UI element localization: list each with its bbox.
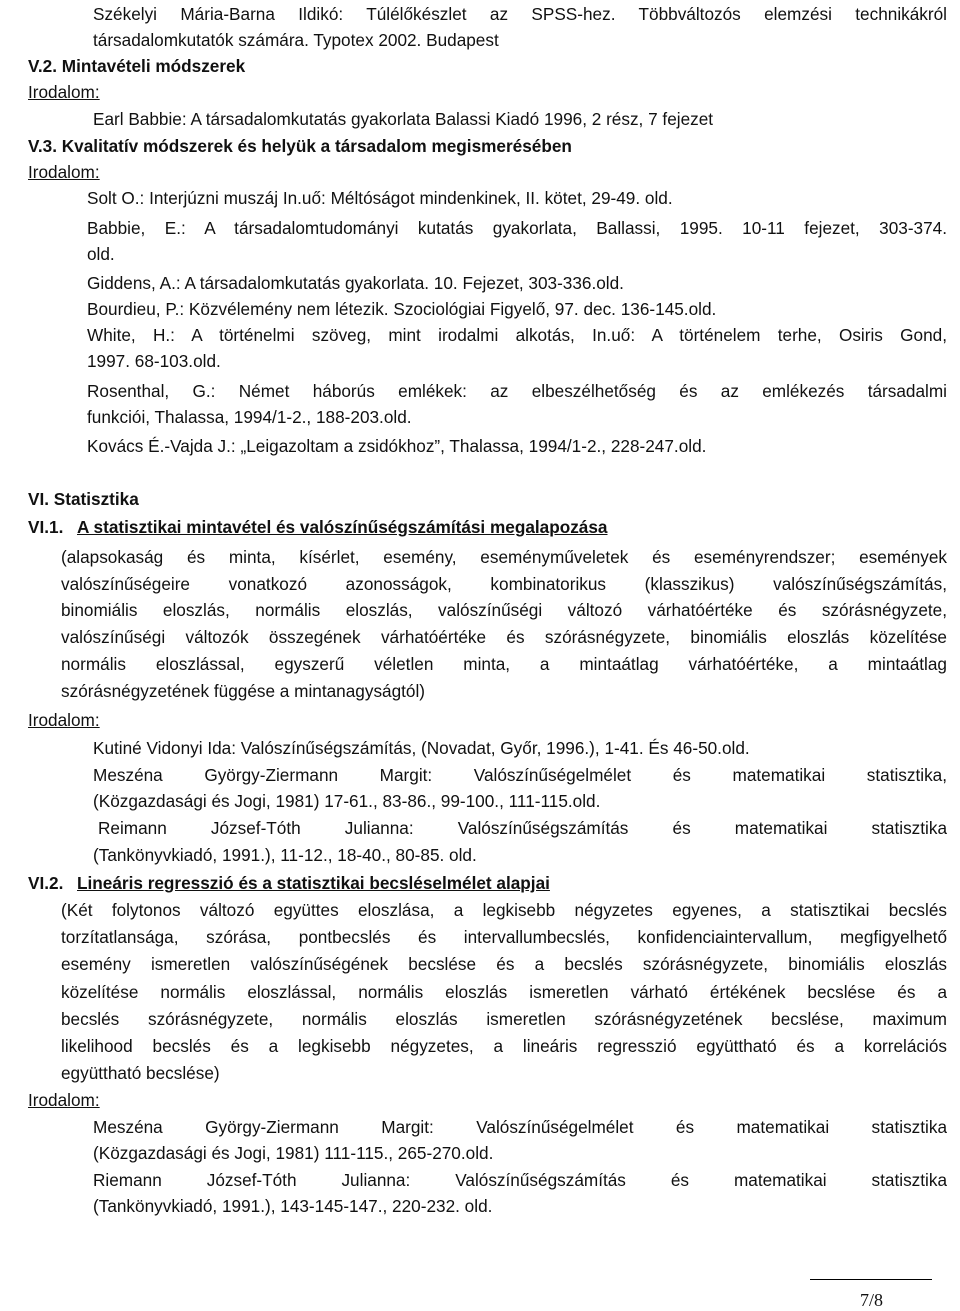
reference-line: Earl Babbie: A társadalomkutatás gyakorlata Balassi Kiadó 1996, 2 rész, 7 fejezet [93,109,714,129]
reference-line: old. [87,244,115,264]
description-line: szórásnégyzetének függése a mintanagyságtól) [61,681,426,701]
reference-line: Giddens, A.: A társadalomkutatás gyakorlata. 10. Fejezet, 303-336.old. [87,273,624,293]
reference-line: Meszéna György-Ziermann Margit: Valószínűségelmélet és matematikai statisztika [93,1117,947,1137]
description-line: valószínűségeire vonatkozó azonosságok, kombinatorikus (klasszikus) valószínűségszámítás, [61,574,947,594]
reference-line: Székelyi Mária-Barna Ildikó: Túlélőkészlet az SPSS-hez. Többváltozós elemzési technikákról [93,4,947,24]
reference-line: társadalomkutatók számára. Typotex 2002. Budapest [93,30,499,50]
reference-line: Rosenthal, G.: Német háborús emlékek: az elbeszélhetőség és az emlékezés társadalmi [87,381,947,401]
section-heading: V.2. Mintavételi módszerek [28,56,246,76]
description-line: normális eloszlással, egyszerű véletlen minta, a mintaátlag várhatóértéke, a mintaátlag [61,654,947,674]
literature-label: Irodalom: [28,710,100,730]
reference-line: Bourdieu, P.: Közvélemény nem létezik. Szociológiai Figyelő, 97. dec. 136-145.old. [87,299,717,319]
literature-label: Irodalom: [28,1090,100,1110]
literature-label: Irodalom: [28,162,100,182]
description-line: likelihood becslés és a legkisebb négyzetes, a lineáris regresszió együttható és a korrelációs [61,1036,947,1056]
description-line: együttható becslése) [61,1063,220,1083]
description-line: torzítatlansága, szórása, pontbecslés és intervallumbecslés, konfidenciaintervallum, megfigyelhető [61,927,947,947]
reference-line: Solt O.: Interjúzni muszáj In.uő: Méltóságot mindenkinek, II. kötet, 29-49. old. [87,188,673,208]
description-line: közelítése normális eloszlással, normális eloszlás ismeretlen várható értékének becslése és a [61,982,947,1002]
literature-label: Irodalom: [28,82,100,102]
reference-line: Meszéna György-Ziermann Margit: Valószínűségelmélet és matematikai statisztika, [93,765,947,785]
section-title: A statisztikai mintavétel és valószínűségszámítási megalapozása [77,517,608,537]
reference-line: Babbie, E.: A társadalomtudományi kutatás gyakorlata, Ballassi, 1995. 10-11 fejezet, 303-374. [87,218,947,238]
reference-line: (Közgazdasági és Jogi, 1981) 17-61., 83-86., 99-100., 111-115.old. [93,791,601,811]
description-line: valószínűségi változók összegének várhatóértéke és szórásnégyzete, binomiális eloszlás közelítése [61,627,947,647]
reference-line: (Tankönyvkiadó, 1991.), 143-145-147., 220-232. old. [93,1196,493,1216]
description-line: becslés szórásnégyzete, normális eloszlás ismeretlen szórásnégyzetének becslése, maximum [61,1009,947,1029]
reference-line: White, H.: A történelmi szöveg, mint irodalmi alkotás, In.uő: A történelem terhe, Osiris Gond, [87,325,947,345]
reference-line: 1997. 68-103.old. [87,351,221,371]
section-number: VI.2. [28,873,64,893]
section-heading: V.3. Kvalitatív módszerek és helyük a társadalom megismerésében [28,136,572,156]
reference-line: Reimann József-Tóth Julianna: Valószínűségszámítás és matematikai statisztika [98,818,947,838]
reference-line: Kutiné Vidonyi Ida: Valószínűségszámítás, (Novadat, Győr, 1996.), 1-41. És 46-50.old. [93,738,750,758]
description-line: binomiális eloszlás, normális eloszlás, valószínűségi változó várhatóértéke és szórásnégyzete, [61,600,947,620]
reference-line: (Tankönyvkiadó, 1991.), 11-12., 18-40., 80-85. old. [93,845,477,865]
reference-line: (Közgazdasági és Jogi, 1981) 111-115., 265-270.old. [93,1143,494,1163]
description-line: esemény ismeretlen valószínűségének becslése és a becslés szórásnégyzete, binomiális eloszlás [61,954,947,974]
page-number: 7/8 [860,1290,884,1310]
reference-line: Riemann József-Tóth Julianna: Valószínűségszámítás és matematikai statisztika [93,1170,947,1190]
section-number: VI.1. [28,517,64,537]
reference-line: Kovács É.-Vajda J.: „Leigazoltam a zsidókhoz”, Thalassa, 1994/1-2., 228-247.old. [87,436,707,456]
description-line: (alapsokaság és minta, kísérlet, esemény, eseményműveletek és eseményrendszer; események [61,547,947,567]
footer-divider [810,1279,932,1280]
chapter-heading: VI. Statisztika [28,489,139,509]
reference-line: funkciói, Thalassa, 1994/1-2., 188-203.old. [87,407,412,427]
section-title: Lineáris regresszió és a statisztikai becsléselmélet alapjai [77,873,550,893]
description-line: (Két folytonos változó együttes eloszlása, a legkisebb négyzetes egyenes, a statisztikai becslés [61,900,947,920]
